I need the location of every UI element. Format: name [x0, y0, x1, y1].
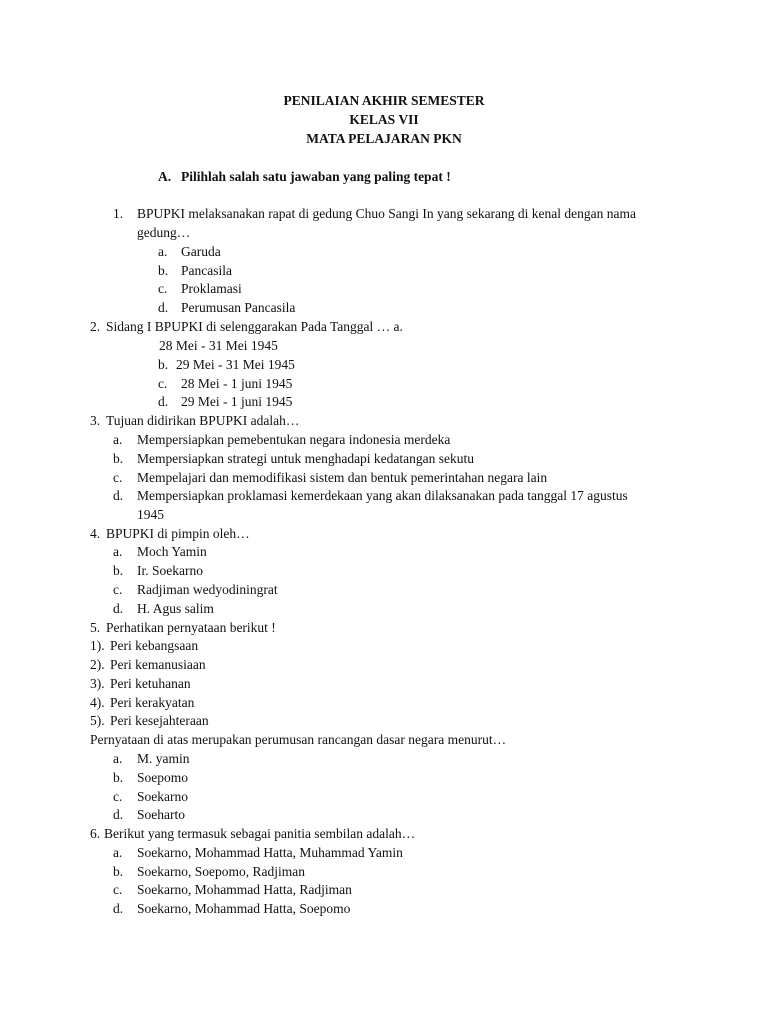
question-number: 5.: [90, 620, 101, 635]
option-letter: d.: [158, 394, 169, 409]
option-letter: c.: [113, 789, 123, 804]
option-letter: a.: [113, 544, 123, 559]
option-text-cont: 1945: [137, 507, 164, 522]
option-letter: b.: [113, 864, 124, 879]
question-text: Tujuan didirikan BPUPKI adalah…: [106, 413, 300, 428]
option-text: 29 Mei - 31 Mei 1945: [176, 357, 295, 372]
option-text: 28 Mei - 1 juni 1945: [181, 376, 293, 391]
option-letter: a.: [113, 751, 123, 766]
statement-text: Peri kebangsaan: [110, 638, 199, 653]
option-text: Mempelajari dan memodifikasi sistem dan bentuk pemerintahan negara lain: [137, 470, 548, 485]
option-text: Perumusan Pancasila: [181, 300, 296, 315]
class-title: KELAS VII: [349, 112, 419, 127]
option-text: Garuda: [181, 244, 221, 259]
statement-mark: 5).: [90, 713, 105, 728]
statement-mark: 1).: [90, 638, 105, 653]
option-letter: c.: [158, 376, 168, 391]
option-text: Soekarno, Mohammad Hatta, Muhammad Yamin: [137, 845, 403, 860]
option-letter: b.: [158, 357, 169, 372]
question-text: Berikut yang termasuk sebagai panitia sembilan adalah…: [104, 826, 416, 841]
question-stem: Pernyataan di atas merupakan perumusan rancangan dasar negara menurut…: [90, 732, 507, 747]
option-text: 28 Mei - 31 Mei 1945: [159, 338, 278, 353]
statement-text: Peri ketuhanan: [110, 676, 191, 691]
option-text: Soekarno, Mohammad Hatta, Radjiman: [137, 882, 352, 897]
option-text: H. Agus salim: [137, 601, 214, 616]
option-text: Soepomo: [137, 770, 189, 785]
option-letter: d.: [113, 901, 124, 916]
question-text-cont: gedung…: [137, 225, 191, 240]
statement-mark: 4).: [90, 695, 105, 710]
option-letter: c.: [113, 882, 123, 897]
question-number: 3.: [90, 413, 101, 428]
question-number: 4.: [90, 526, 101, 541]
option-letter: c.: [158, 281, 168, 296]
question-number: 2.: [90, 319, 101, 334]
subject-title: MATA PELAJARAN PKN: [306, 131, 462, 146]
statement-mark: 2).: [90, 657, 105, 672]
section-instruction: Pilihlah salah satu jawaban yang paling tepat !: [181, 169, 451, 184]
option-text: Mempersiapkan pemebentukan negara indonesia merdeka: [137, 432, 451, 447]
option-text: M. yamin: [137, 751, 190, 766]
question-text: Perhatikan pernyataan berikut !: [106, 620, 276, 635]
question-text: Sidang I BPUPKI di selenggarakan Pada Tanggal … a.: [106, 319, 403, 334]
option-letter: c.: [113, 470, 123, 485]
option-text: Proklamasi: [181, 281, 242, 296]
statement-text: Peri kemanusiaan: [110, 657, 206, 672]
option-text: Soekarno: [137, 789, 188, 804]
statement-text: Peri kesejahteraan: [110, 713, 209, 728]
section-marker: A.: [158, 169, 172, 184]
statement-text: Peri kerakyatan: [110, 695, 195, 710]
option-letter: d.: [113, 488, 124, 503]
option-text: Mempersiapkan proklamasi kemerdekaan yang akan dilaksanakan pada tanggal 17 agustus: [137, 488, 628, 503]
option-text: Radjiman wedyodiningrat: [137, 582, 278, 597]
option-letter: b.: [113, 451, 124, 466]
question-number: 6.: [90, 826, 101, 841]
option-letter: a.: [113, 845, 123, 860]
option-text: 29 Mei - 1 juni 1945: [181, 394, 293, 409]
option-text: Pancasila: [181, 263, 232, 278]
question-text: BPUPKI di pimpin oleh…: [106, 526, 250, 541]
option-letter: b.: [158, 263, 169, 278]
option-letter: d.: [113, 807, 124, 822]
question-number: 1.: [113, 206, 124, 221]
option-letter: d.: [113, 601, 124, 616]
option-text: Soekarno, Mohammad Hatta, Soepomo: [137, 901, 351, 916]
option-letter: a.: [113, 432, 123, 447]
question-text: BPUPKI melaksanakan rapat di gedung Chuo Sangi In yang sekarang di kenal dengan nama: [137, 206, 636, 221]
option-text: Soekarno, Soepomo, Radjiman: [137, 864, 305, 879]
option-text: Soeharto: [137, 807, 185, 822]
option-letter: a.: [158, 244, 168, 259]
option-letter: b.: [113, 563, 124, 578]
option-text: Moch Yamin: [137, 544, 207, 559]
option-letter: c.: [113, 582, 123, 597]
exam-title: PENILAIAN AKHIR SEMESTER: [283, 93, 485, 108]
option-text: Mempersiapkan strategi untuk menghadapi kedatangan sekutu: [137, 451, 475, 466]
option-letter: b.: [113, 770, 124, 785]
option-text: Ir. Soekarno: [137, 563, 203, 578]
option-letter: d.: [158, 300, 169, 315]
statement-mark: 3).: [90, 676, 105, 691]
